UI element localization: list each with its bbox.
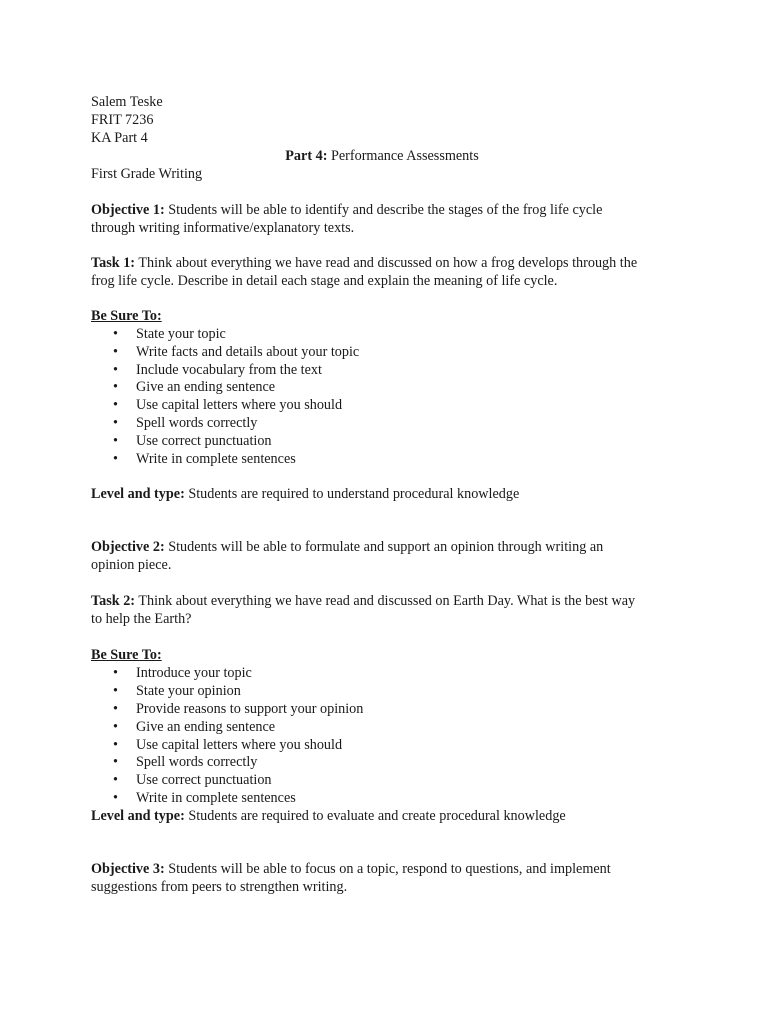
list-item: • Write in complete sentences <box>113 789 296 806</box>
assignment-title: KA Part 4 <box>91 130 148 146</box>
bullet-icon: • <box>113 450 118 467</box>
level-text-1: Students are required to understand procedural knowledge <box>184 486 520 503</box>
task-2-text-continued: to help the Earth? <box>91 611 192 628</box>
list-item: • Use capital letters where you should <box>113 397 343 414</box>
bullet-icon: • <box>113 718 118 735</box>
level-label-2: Level and type: <box>91 807 185 824</box>
level-and-type-1 <box>91 485 691 503</box>
objective-1-label: Objective 1: <box>91 202 165 218</box>
list-item: • Include vocabulary from the text <box>113 361 322 378</box>
bullet-icon: • <box>113 326 118 342</box>
subject-line: First Grade Writing <box>91 166 203 182</box>
list-item: • Provide reasons to support your opinion <box>113 700 364 717</box>
objective-1-text: Students will be able to identify and describe the stages of the frog life cycle <box>164 202 603 218</box>
bullet-icon: • <box>113 700 118 717</box>
list-item: • Write facts and details about your topic <box>113 343 360 360</box>
task-2-text: Think about everything we have read and discussed on Earth Day. What is the best way <box>135 593 636 610</box>
list-item: • Give an ending sentence <box>113 379 276 396</box>
list-item: • Spell words correctly <box>113 754 258 771</box>
objective-3-text-continued: suggestions from peers to strengthen writing. <box>91 878 348 895</box>
be-sure-to-section-1 <box>91 307 691 467</box>
list-item: • Give an ending sentence <box>113 718 276 735</box>
objective-2-text-continued: opinion piece. <box>91 557 172 574</box>
course-code: FRIT 7236 <box>91 112 154 128</box>
document-page <box>91 93 691 896</box>
bullet-icon: • <box>113 772 118 789</box>
bullet-icon: • <box>113 379 118 396</box>
list-item: • Write in complete sentences <box>113 450 296 467</box>
list-item: • State your topic <box>113 326 226 342</box>
bullet-icon: • <box>113 414 118 431</box>
bullet-icon: • <box>113 683 118 700</box>
level-label-1: Level and type: <box>91 486 185 503</box>
task-2-label: Task 2: <box>91 593 136 610</box>
objective-2-label: Objective 2: <box>91 539 165 556</box>
level-and-type-2 <box>91 807 691 825</box>
part-label: Part 4: <box>285 148 328 164</box>
objective-3-text: Students will be able to focus on a topic, respond to questions, and implement <box>164 860 611 877</box>
be-sure-to-label-1: Be Sure To: <box>91 308 162 324</box>
task-2-paragraph <box>91 592 691 628</box>
task-1-label: Task 1: <box>91 255 136 271</box>
list-item: • State your opinion <box>113 683 241 700</box>
objective-1-text-continued: through writing informative/explanatory texts. <box>91 220 355 236</box>
objective-1-paragraph <box>91 201 691 237</box>
bullet-icon: • <box>113 789 118 806</box>
bullet-icon: • <box>113 397 118 414</box>
task-1-paragraph <box>91 254 691 290</box>
bullet-icon: • <box>113 736 118 753</box>
bullet-icon: • <box>113 343 118 360</box>
bullet-icon: • <box>113 432 118 449</box>
list-item: • Use correct punctuation <box>113 432 272 449</box>
checklist-1 <box>91 325 691 467</box>
part-heading <box>91 147 673 165</box>
bullet-icon: • <box>113 665 118 682</box>
task-1-text-continued: frog life cycle. Describe in detail each stage and explain the meaning of life cycle. <box>91 273 558 289</box>
part-title: Performance Assessments <box>327 148 479 164</box>
checklist-2 <box>91 664 691 806</box>
objective-2-text: Students will be able to formulate and support an opinion through writing an <box>164 539 604 556</box>
objective-3-paragraph <box>91 860 691 896</box>
be-sure-to-section-2 <box>91 646 691 806</box>
level-text-2: Students are required to evaluate and create procedural knowledge <box>184 807 566 824</box>
task-1-text: Think about everything we have read and discussed on how a frog develops through the <box>135 255 638 271</box>
author-name: Salem Teske <box>91 94 163 110</box>
be-sure-to-label-2: Be Sure To: <box>91 647 162 664</box>
objective-3-label: Objective 3: <box>91 860 165 877</box>
list-item: • Introduce your topic <box>113 665 252 682</box>
bullet-icon: • <box>113 754 118 771</box>
list-item: • Use capital letters where you should <box>113 736 343 753</box>
objective-2-paragraph <box>91 538 691 574</box>
list-item: • Use correct punctuation <box>113 772 272 789</box>
list-item: • Spell words correctly <box>113 414 258 431</box>
bullet-icon: • <box>113 361 118 378</box>
